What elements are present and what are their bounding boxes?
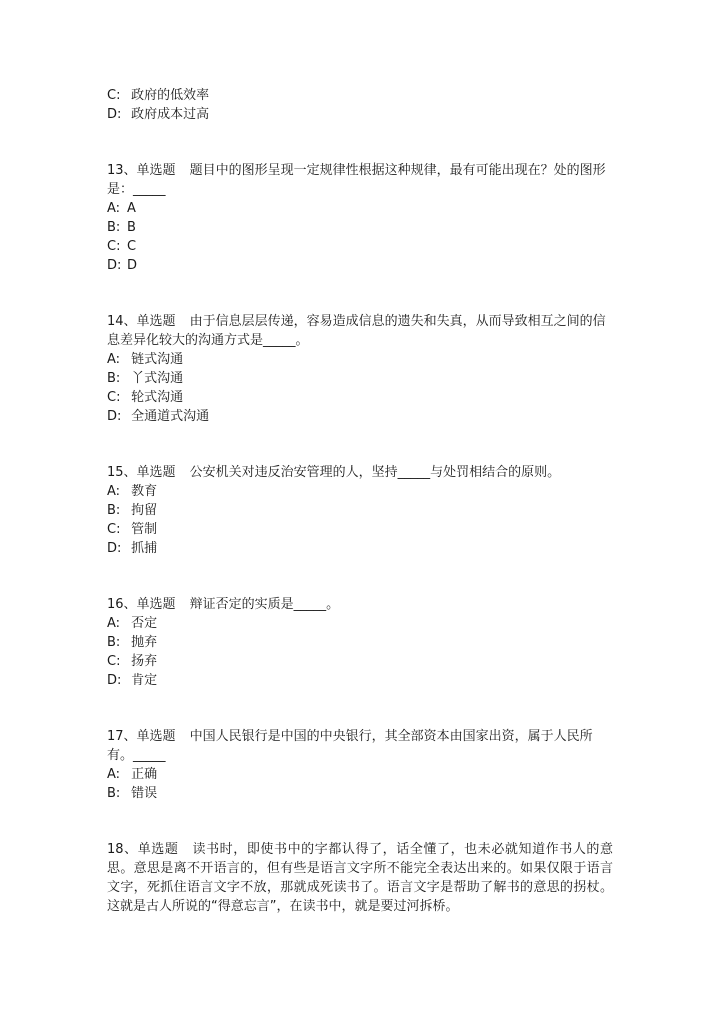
- option-b: B: B: [107, 220, 136, 235]
- question-16: [107, 595, 613, 690]
- question-14: [107, 312, 613, 426]
- question-16-options: [107, 614, 613, 690]
- option-a: A: 链式沟通: [107, 352, 184, 367]
- question-15-options: [107, 482, 613, 558]
- question-18-stem: 18、单选题 读书时，即使书中的字都认得了，话全懂了，也未必就知道作书人的意思。意思是离不开语言的，但有些是语言文字所不能完全表达出来的。如果仅限于语言文字，死抓住语言文字不放，那就成死读书了。语言文字是帮助了解书的意思的拐杖。这就是古人所说的“得意忘言”，在读书中，就是要过河拆桥。: [107, 842, 613, 914]
- option-a: A: 否定: [107, 616, 158, 631]
- question-14-options: [107, 350, 613, 426]
- option-b: B: 拘留: [107, 503, 158, 518]
- prev-question-options: [107, 86, 613, 124]
- option-c: C: C: [107, 239, 137, 254]
- question-13-options: [107, 199, 613, 275]
- option-a: A: A: [107, 201, 136, 216]
- option-b: B: 丫式沟通: [107, 371, 184, 386]
- question-15-stem: 15、单选题 公安机关对违反治安管理的人，坚持_____与处罚相结合的原则。: [107, 465, 561, 480]
- option-c: C: 政府的低效率: [107, 88, 210, 103]
- option-b: B: 抛弃: [107, 635, 158, 650]
- option-c: C: 管制: [107, 522, 158, 537]
- document-page: [107, 86, 613, 916]
- option-d: D: 肯定: [107, 673, 158, 688]
- question-13: [107, 161, 613, 275]
- question-17-stem: 17、单选题 中国人民银行是中国的中央银行，其全部资本由国家出资，属于人民所有。_____: [107, 729, 593, 763]
- question-17: [107, 727, 613, 803]
- question-14-stem: 14、单选题 由于信息层层传递，容易造成信息的遗失和失真，从而导致相互之间的信息差异化较大的沟通方式是_____。: [107, 314, 606, 348]
- question-18: [107, 840, 613, 916]
- option-c: C: 轮式沟通: [107, 390, 184, 405]
- option-b: B: 错误: [107, 786, 158, 801]
- option-d: D: 抓捕: [107, 541, 158, 556]
- question-15: [107, 463, 613, 558]
- option-d: D: 政府成本过高: [107, 107, 210, 122]
- question-16-stem: 16、单选题 辩证否定的实质是_____。: [107, 597, 340, 612]
- option-a: A: 正确: [107, 767, 158, 782]
- option-a: A: 教育: [107, 484, 158, 499]
- option-c: C: 扬弃: [107, 654, 158, 669]
- option-d: D: D: [107, 258, 138, 273]
- option-d: D: 全通道式沟通: [107, 409, 210, 424]
- question-17-options: [107, 765, 613, 803]
- question-13-stem: 13、单选题 题目中的图形呈现一定规律性根据这种规律，最有可能出现在？处的图形是：_____: [107, 163, 606, 197]
